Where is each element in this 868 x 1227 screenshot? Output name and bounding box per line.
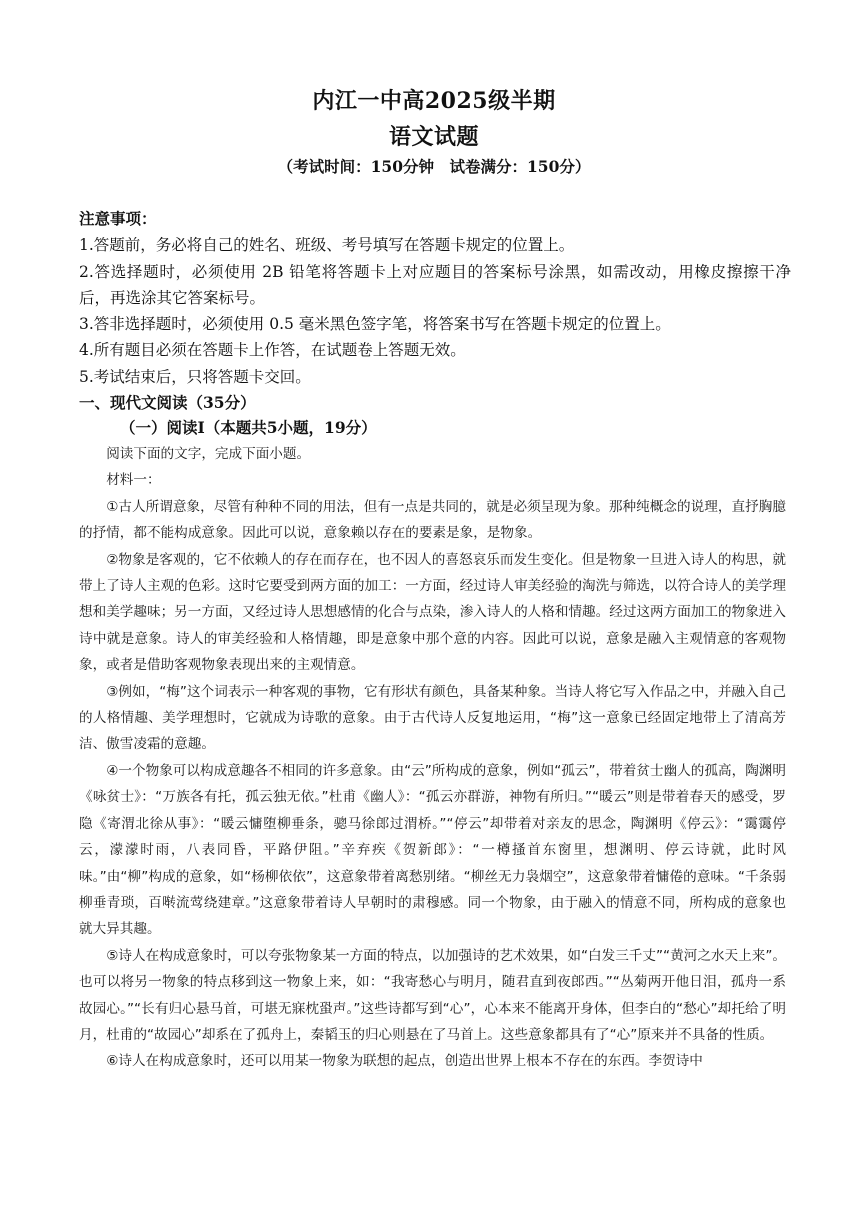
instruction-text: 阅读下面的文字，完成下面小题。 <box>106 446 311 462</box>
subsection-heading: （一）阅读Ⅰ（本题共5小题，19分） <box>120 418 377 437</box>
notice-heading: 注意事项： <box>79 209 157 228</box>
notice-item: 5.考试结束后，只将答题卡交回。 <box>79 367 311 386</box>
section-heading: 一、现代文阅读（35分） <box>79 393 256 412</box>
reading-passage <box>79 441 786 1075</box>
notice-block <box>79 206 791 390</box>
notice-item: 4.所有题目必须在答题卡上作答，在试题卷上答题无效。 <box>79 341 466 360</box>
notice-item: 3.答非选择题时，必须使用 0.5 毫米黑色签字笔，将答案书写在答题卡规定的位置上。 <box>79 315 671 334</box>
passage-paragraph: ⑥诗人在构成意象时，还可以用某一物象为联想的起点，创造出世界上根本不存在的东西。李贺诗中 <box>106 1053 703 1070</box>
notice-item: 2.答选择题时，必须使用 2B 铅笔将答题卡上对应题目的答案标号涂黑，如需改动，用橡皮擦擦干净后，再选涂其它答案标号。 <box>79 262 791 307</box>
subject-title: 语文试题 <box>388 124 479 150</box>
exam-title: 内江一中高2025级半期 <box>312 88 556 114</box>
passage-paragraph: ①古人所谓意象，尽管有种种不同的用法，但有一点是共同的，就是必须呈现为象。那种纯概念的说理，直抒胸臆的抒情，都不能构成意象。因此可以说，意象赖以存在的要素是象，是物象。 <box>79 498 786 542</box>
exam-info: （考试时间：150分钟 试卷满分：150分） <box>277 157 591 176</box>
passage-paragraph: ④一个物象可以构成意趣各不相同的许多意象。由“云”所构成的意象，例如“孤云”，带着贫士幽人的孤高，陶渊明《咏贫士》：“万族各有托，孤云独无依。”杜甫《幽人》：“孤云亦群游，神物有所归。”“暖云”则是带着春天的感受，罗隐《寄渭北徐从事》：“暖云慵堕柳垂条，骢马徐郎过渭桥。”“停云”却带着对亲友的思念，陶渊明《停云》：“霭霭停云，濛濛时雨，八表同昏，平路伊阻。”辛弃疾《贺新郎》：“一樽搔首东窗里，想渊明、停云诗就，此时风味。”由“柳”构成的意象，如“杨柳依依”，这意象带着离愁别绪。“柳丝无力袅烟空”，这意象带着慵倦的意味。“千条弱柳垂青琐，百啭流莺绕建章。”这意象带着诗人早朝时的肃穆感。同一个物象，由于融入的情意不同，所构成的意象也就大异其趣。 <box>79 762 786 938</box>
passage-paragraph: ⑤诗人在构成意象时，可以夸张物象某一方面的特点，以加强诗的艺术效果，如“白发三千丈”“黄河之水天上来”。也可以将另一物象的特点移到这一物象上来，如：“我寄愁心与明月，随君直到夜郎西。”“丛菊两开他日泪，孤舟一系故园心。”“长有归心悬马首，可堪无寐枕蛩声。”这些诗都写到“心”，心本来不能离开身体，但李白的“愁心”却托给了明月，杜甫的“故园心”却系在了孤舟上，秦韬玉的归心则悬在了马首上。这些意象都具有了“心”原来并不具备的性质。 <box>79 947 786 1043</box>
passage-paragraph: ②物象是客观的，它不依赖人的存在而存在，也不因人的喜怒哀乐而发生变化。但是物象一旦进入诗人的构思，就带上了诗人主观的色彩。这时它要受到两方面的加工：一方面，经过诗人审美经验的淘洗与筛选，以符合诗人的美学理想和美学趣味；另一方面，又经过诗人思想感情的化合与点染，渗入诗人的人格和情趣。经过这两方面加工的物象进入诗中就是意象。诗人的审美经验和人格情趣，即是意象中那个意的内容。因此可以说，意象是融入主观情意的客观物象，或者是借助客观物象表现出来的主观情意。 <box>79 551 786 674</box>
material-label: 材料一： <box>106 472 161 489</box>
notice-item: 1.答题前，务必将自己的姓名、班级、考号填写在答题卡规定的位置上。 <box>79 236 575 255</box>
passage-paragraph: ③例如，“梅”这个词表示一种客观的事物，它有形状有颜色，具备某种象。当诗人将它写入作品之中，并融入自己的人格情趣、美学理想时，它就成为诗歌的意象。由于古代诗人反复地运用，“梅”这一意象已经固定地带上了清高芳洁、傲雪凌霜的意趣。 <box>79 683 786 753</box>
